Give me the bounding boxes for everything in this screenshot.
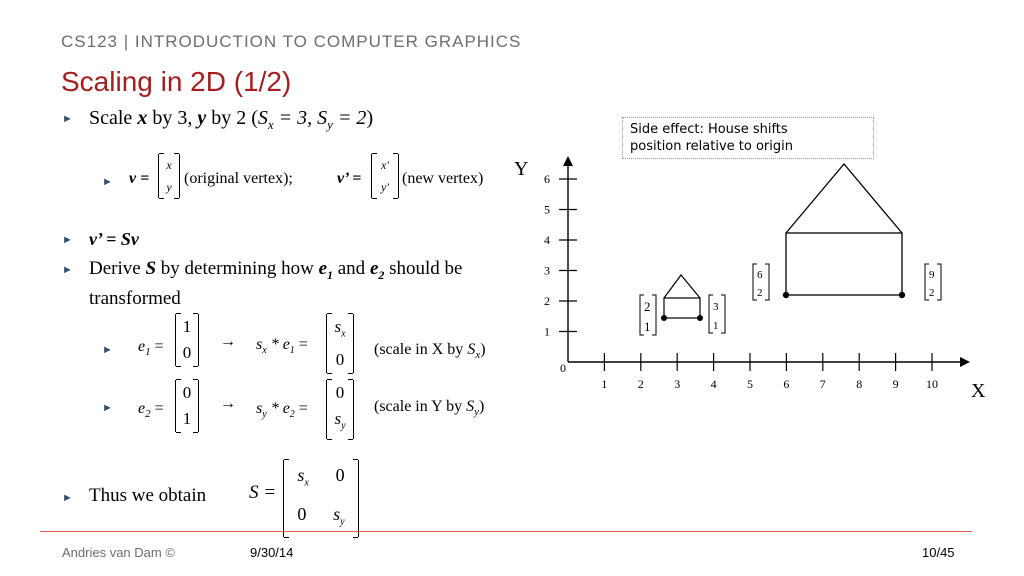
bullet-arrow-icon: ► [62, 492, 73, 504]
big-house-right-vertex-matrix [925, 264, 941, 300]
scale-line: Scale x by 3, y by 2 ($S_x = 3$, $S_y = 2$) [89, 107, 374, 132]
y-tick-label: 1 [544, 324, 550, 339]
footer-divider [40, 531, 972, 532]
x-tick-label: 3 [674, 377, 681, 391]
arrow-icon: → [220, 333, 236, 350]
svg-text:2: 2 [757, 287, 763, 299]
svg-text:9: 9 [929, 269, 935, 281]
s-matrix-label: S = [249, 482, 277, 503]
e1-matrix: 1 0 [175, 314, 199, 366]
sub-bullet-arrow-icon: ► [102, 402, 113, 414]
original-vertex-text: (original vertex); [184, 170, 293, 187]
svg-text:2: 2 [929, 287, 935, 299]
x-tick-label: 8 [856, 377, 863, 391]
derive-text: Derive S by determining how $e_1$ and $e_2$ should be transformed [89, 258, 463, 309]
bullet-arrow-icon: ► [62, 234, 73, 246]
course-header: CS123 | INTRODUCTION TO COMPUTER GRAPHICS [61, 32, 522, 51]
big-house [783, 164, 905, 298]
scale-x-note: (scale in X by $S_x$) [374, 341, 486, 362]
sx-matrix: $s_x$ 0 [326, 314, 354, 373]
x-tick-label: 7 [819, 377, 826, 391]
x-tick-label: 4 [710, 377, 717, 391]
scale-y-note: (scale in Y by $S_y$) [374, 398, 485, 419]
v-label: v = [129, 170, 150, 187]
sub-bullet-arrow-icon: ► [102, 176, 113, 188]
x-tick-label: 2 [637, 377, 644, 391]
bullet-arrow-icon: ► [62, 113, 73, 125]
bullet-arrow-icon: ► [62, 264, 73, 276]
arrow-icon: → [220, 395, 236, 412]
y-tick-label: 3 [544, 263, 550, 278]
e1-label: $e_1$ = [138, 338, 164, 359]
x-axis-label: X [971, 380, 986, 402]
sy-e2-label: $s_y * e_2$ = [256, 400, 308, 421]
sub-bullet-arrow-icon: ► [102, 344, 113, 356]
v-matrix: x y [158, 154, 180, 198]
footer-author: Andries van Dam © [62, 545, 175, 560]
sy-matrix: 0 $s_y$ [326, 380, 354, 439]
x-tick-label: 9 [892, 377, 899, 391]
svg-text:1: 1 [644, 319, 651, 334]
footer-page: 10/45 [922, 545, 955, 560]
svg-text:1: 1 [713, 320, 719, 332]
x-tick-label: 1 [601, 377, 608, 391]
small-house-left-vertex-matrix [640, 295, 656, 335]
new-vertex-text: (new vertex) [402, 170, 484, 187]
svg-text:2: 2 [644, 299, 651, 314]
y-axis-arrow-icon [563, 156, 573, 166]
big-house-left-vertex-matrix [753, 264, 769, 300]
side-effect-note: Side effect: House shifts position relative to origin [622, 117, 874, 159]
origin-label: 0 [560, 361, 566, 375]
small-house-right-vertex-matrix [709, 295, 725, 333]
footer-date: 9/30/14 [250, 545, 294, 560]
y-tick-label: 5 [544, 202, 550, 217]
x-tick-label: 6 [783, 377, 790, 391]
svg-text:6: 6 [757, 269, 763, 281]
vsv-equation: v’ = Sv [89, 229, 139, 249]
x-tick-label: 10 [926, 377, 938, 391]
y-tick-label: 6 [544, 172, 550, 186]
slide-title: Scaling in 2D (1/2) [61, 66, 292, 97]
svg-text:3: 3 [713, 301, 719, 313]
e2-label: $e_2$ = [138, 400, 164, 421]
y-axis-label: Y [514, 158, 529, 180]
sx-e1-label: $s_x * e_1$ = [256, 336, 308, 357]
y-tick-label: 4 [544, 233, 550, 247]
vprime-label: v’ = [337, 170, 362, 187]
x-axis-arrow-icon [960, 357, 970, 367]
x-tick-label: 5 [747, 377, 753, 391]
s-matrix: $s_x$ 0 0 $s_y$ [283, 460, 359, 537]
e2-matrix: 0 1 [175, 380, 199, 432]
vprime-matrix: x' y' [371, 154, 399, 198]
thus-text: Thus we obtain [89, 485, 207, 506]
small-house [661, 275, 703, 321]
y-tick-label: 2 [544, 294, 550, 308]
